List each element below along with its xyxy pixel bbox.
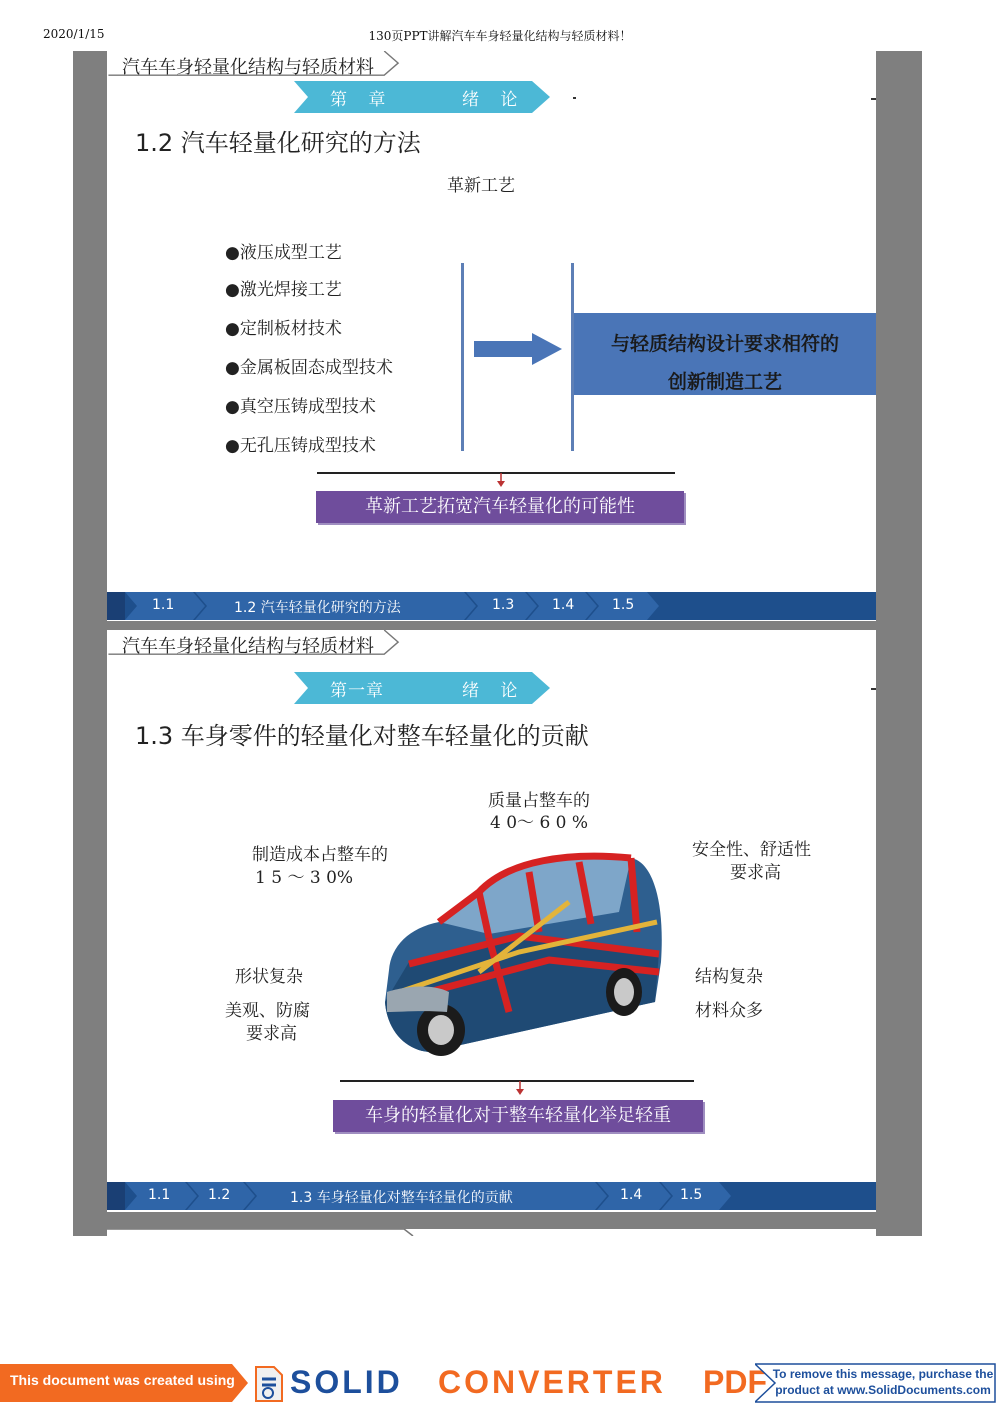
print-title: 130页PPT讲解汽车车身轻量化结构与轻质材料！ — [368, 29, 632, 43]
result-box-line: 与轻质结构设计要求相符的 — [610, 333, 839, 355]
brand-pdf: PDF — [703, 1364, 767, 1400]
conclusion-banner: 车身的轻量化对于整车轻量化举足轻重 — [333, 1100, 703, 1132]
bullet-item: ●无孔压铸成型技术 — [225, 436, 376, 456]
mass-label: 质量占整车的 — [488, 791, 590, 811]
chapter-name: 绪 论 — [462, 90, 526, 110]
nav-item: 1.3 — [492, 597, 515, 613]
shape-label: 形状复杂 — [235, 967, 303, 987]
nav-item-current: 1.3 车身轻量化对整车轻量化的贡献 — [290, 1190, 513, 1206]
subtitle: 革新工艺 — [447, 176, 515, 196]
created-text: This document was created using — [10, 1372, 235, 1388]
purchase-notice-link[interactable]: product at www.SolidDocuments.com — [775, 1383, 991, 1397]
chapter-number: 第一章 — [330, 681, 384, 701]
car-body-image — [369, 842, 669, 1062]
nav-item: 1.4 — [552, 597, 575, 613]
slide-next-partial — [107, 1229, 876, 1236]
safety-label: 要求高 — [730, 863, 781, 883]
nav-item: 1.1 — [148, 1187, 171, 1203]
purchase-notice-line: To remove this message, purchase the — [772, 1367, 994, 1381]
look-label: 美观、防腐 — [225, 1001, 310, 1021]
caption-tab — [107, 1229, 427, 1236]
right-arrow-icon — [474, 331, 564, 367]
materials-label: 材料众多 — [695, 1001, 763, 1021]
nav-item: 1.5 — [680, 1187, 703, 1203]
nav-item: 1.5 — [612, 597, 635, 613]
mass-value: 4 0～ 6 0 % — [490, 813, 589, 833]
structure-label: 结构复杂 — [695, 967, 763, 987]
brand-solid: SOLID — [290, 1364, 403, 1400]
chapter-name: 绪 论 — [462, 681, 526, 701]
converter-banner — [0, 1362, 996, 1404]
brand-converter: CONVERTER — [438, 1364, 666, 1400]
conclusion-banner: 革新工艺拓宽汽车轻量化的可能性 — [316, 491, 684, 523]
cost-value: 1 5 ～ 3 0% — [255, 868, 354, 888]
cost-label: 制造成本占整车的 — [252, 845, 388, 865]
print-date: 2020/1/15 — [43, 27, 105, 41]
chapter-number: 第 章 — [330, 90, 394, 110]
bullet-item: ●激光焊接工艺 — [225, 280, 342, 300]
bullet-item: ●真空压铸成型技术 — [225, 397, 376, 417]
slide-title: 1.2 汽车轻量化研究的方法 — [135, 129, 421, 157]
nav-item: 1.1 — [152, 597, 175, 613]
caption-tab — [107, 630, 407, 656]
slide-1-2 — [107, 51, 876, 621]
dot-mark — [573, 97, 576, 99]
slide-1-3 — [107, 630, 876, 1212]
edge-mark — [871, 688, 876, 690]
divider-line — [461, 263, 464, 451]
caption-text: 汽车车身轻量化结构与轻质材料 — [122, 636, 374, 657]
down-arrow-icon — [496, 473, 506, 487]
chapter-banner — [294, 81, 550, 113]
chapter-banner — [294, 672, 550, 704]
safety-label: 安全性、舒适性 — [692, 840, 811, 860]
nav-item: 1.4 — [620, 1187, 643, 1203]
caption-tab — [107, 51, 407, 77]
bullet-item: ●金属板固态成型技术 — [225, 358, 393, 378]
down-arrow-icon — [515, 1081, 525, 1095]
slide-title: 1.3 车身零件的轻量化对整车轻量化的贡献 — [135, 722, 589, 750]
edge-mark — [871, 98, 876, 100]
result-box — [574, 313, 876, 395]
result-box-line: 创新制造工艺 — [667, 371, 782, 393]
caption-text: 汽车车身轻量化结构与轻质材料 — [122, 57, 374, 78]
bullet-item: ●定制板材技术 — [225, 319, 342, 339]
nav-item: 1.2 — [208, 1187, 231, 1203]
bullet-item: ●液压成型工艺 — [225, 243, 342, 263]
look-label: 要求高 — [246, 1024, 297, 1044]
section-nav — [107, 592, 876, 620]
document-logo-icon — [254, 1365, 284, 1403]
nav-item-current: 1.2 汽车轻量化研究的方法 — [234, 600, 401, 616]
section-nav — [107, 1182, 876, 1210]
